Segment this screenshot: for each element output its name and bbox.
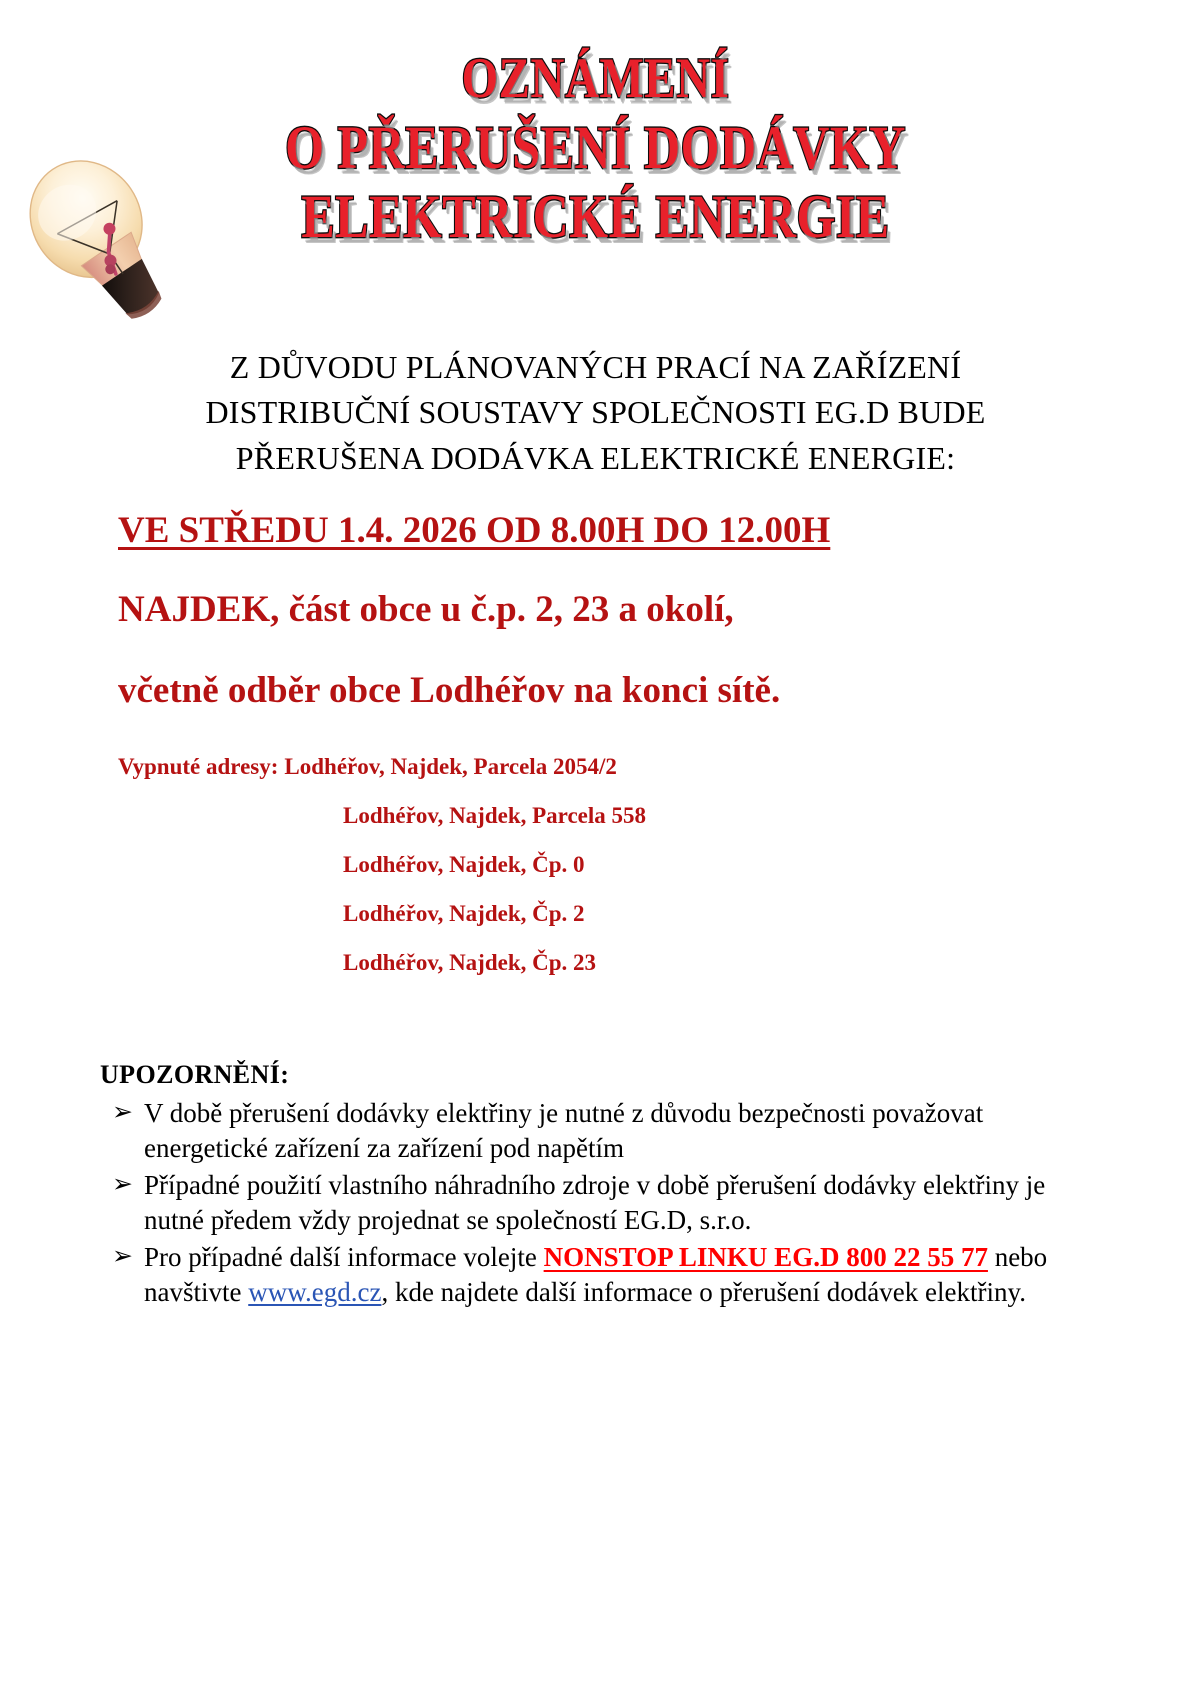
address-row (118, 951, 1118, 974)
intro-line-3: PŘERUŠENA DODÁVKA ELEKTRICKÉ ENERGIE: (235, 439, 956, 476)
list-item (100, 1168, 1110, 1238)
address-row (118, 853, 1118, 876)
arrow-bullet-icon: ➢ (112, 1243, 133, 1271)
notice-item-text: V době přerušení dodávky elektřiny je nutné z důvodu bezpečnosti považovat energetické zařízení za zařízení pod napětím (144, 1098, 984, 1164)
page-title (0, 46, 1191, 250)
list-item (100, 1240, 1110, 1310)
title-line-3: ELEKTRICKÉ ENERGIE (301, 181, 890, 251)
intro-line-1: Z DŮVODU PLÁNOVANÝCH PRACÍ NA ZAŘÍZENÍ (229, 349, 962, 385)
outage-location: NAJDEK, část obce u č.p. 2, 23 a okolí, (118, 588, 734, 630)
arrow-bullet-icon: ➢ (112, 1171, 133, 1199)
arrow-bullet-icon: ➢ (112, 1099, 133, 1126)
address-row (118, 755, 1118, 778)
address-item: Lodhéřov, Najdek, Čp. 2 (343, 901, 585, 926)
title-line-2: O PŘERUŠENÍ DODÁVKY (285, 112, 906, 182)
intro-line-2: DISTRIBUČNÍ SOUSTAVY SPOLEČNOSTI EG.D BUDE (205, 394, 986, 431)
notice-item-middle: nebo navštivte (144, 1242, 1048, 1308)
egd-website-link[interactable]: www.egd.cz (248, 1277, 382, 1308)
addresses-label: Vypnuté adresy: (118, 754, 279, 779)
notice-heading: UPOZORNĚNÍ: (100, 1060, 290, 1089)
address-row (118, 804, 1118, 827)
address-row (118, 902, 1118, 925)
outage-datetime-text: VE STŘEDU 1.4. 2026 OD 8.00H DO 12.00H (118, 510, 831, 551)
address-item: Lodhéřov, Najdek, Parcela 2054/2 (284, 754, 617, 779)
title-line-1: OZNÁMENÍ (461, 47, 730, 111)
address-item: Lodhéřov, Najdek, Parcela 558 (343, 803, 647, 828)
outage-scope: včetně odběr obce Lodhéřov na konci sítě. (118, 669, 781, 711)
notice-section (100, 1060, 1110, 1313)
notice-list (100, 1096, 1110, 1311)
notice-item-suffix: , kde najdete další informace o přerušení dodávek elektřiny. (381, 1277, 1026, 1308)
address-item: Lodhéřov, Najdek, Čp. 0 (343, 852, 585, 877)
address-item: Lodhéřov, Najdek, Čp. 23 (343, 950, 597, 975)
outage-details (118, 512, 1118, 711)
notice-item-text: Případné použití vlastního náhradního zdroje v době přerušení dodávky elektřiny je nutné předem vždy projednat se společností EG.D, s.r.o. (144, 1170, 1046, 1236)
list-item (100, 1096, 1110, 1166)
notice-item-prefix: Pro případné další informace volejte (144, 1242, 544, 1273)
outage-datetime (118, 512, 1118, 551)
intro-paragraph (0, 345, 1191, 481)
nonstop-phone-number: NONSTOP LINKU EG.D 800 22 55 77 (543, 1242, 988, 1273)
affected-addresses (118, 755, 1118, 1000)
